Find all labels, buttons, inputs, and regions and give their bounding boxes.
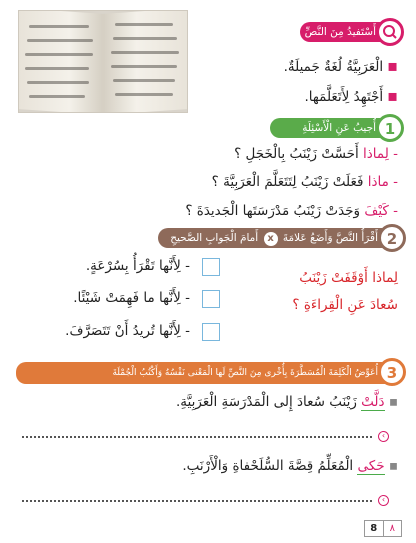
answer-line-1[interactable] <box>22 436 372 438</box>
intro-line-2: ▪أَجْتَهِدُ لِأَتَعَلَّمَها. <box>304 86 398 105</box>
arrow-icon: ‹ <box>378 431 389 442</box>
section3-header <box>16 362 402 384</box>
book-photo <box>18 10 188 113</box>
intro-header <box>300 22 400 42</box>
bullet: ▪ <box>387 86 398 105</box>
section1-number: 1 <box>376 114 404 142</box>
section1-header <box>270 118 400 138</box>
page-number-latin: 8 <box>365 521 384 536</box>
intro-line-1: ▪الْعَرَبِيَّةُ لُغَةٌ جَميلَةٌ. <box>283 56 398 75</box>
bullet: ▪ <box>384 458 398 474</box>
answer-line-2[interactable] <box>22 500 372 502</box>
answer-checkbox-3[interactable] <box>202 323 220 341</box>
question-1: - لِماذا أَحَسَّتْ زَيْنَبُ بِالْخَجَلِ ؟ <box>234 146 398 162</box>
sentence-1: ▪ دَلَّتْ زَيْنَبُ سُعادَ إِلى الْمَدْرَسَةِ الْعَرَبِيَّةِ. <box>176 394 398 410</box>
question-3: - كَيْفَ وَجَدَتْ زَيْنَبُ مَدْرَسَتَها الْجَديدَةَ ؟ <box>185 203 398 219</box>
section1-title: أُجيبُ عَنِ الْأَسْئِلَةِ <box>302 122 376 134</box>
answer-option-1: - لِأَنَّها تَقْرَأُ بِسُرْعَةٍ. <box>85 258 190 274</box>
section3-title: أُعَوِّضُ الْكَلِمَةَ الْمُسَطَّرَةَ بِأُخْرى مِنَ النَّصِّ لَها الْمَعْنى نَفْسُهُ وَأَكْتُبُ الْجُمْلَةَ <box>112 368 378 378</box>
bullet: ▪ <box>384 394 398 410</box>
answer-checkbox-2[interactable] <box>202 290 220 308</box>
search-icon <box>376 18 404 46</box>
section2-number: 2 <box>378 224 406 252</box>
intro-title: أَسْتَفيدُ مِنَ النَّصِّ <box>304 26 376 38</box>
section2-question-line-1: لِماذا أَوْقَفَتْ زَيْنَبُ <box>299 270 398 286</box>
answer-checkbox-1[interactable] <box>202 258 220 276</box>
question-2: - ماذا فَعَلَتْ زَيْنَبُ لِتَتَعَلَّمَ الْعَرَبِيَّةَ ؟ <box>211 174 398 190</box>
answer-option-3: - لِأَنَّها تُريدُ أَنْ تَتَصَرَّفَ. <box>65 323 190 339</box>
sentence-2: ▪ حَكى الْمُعَلِّمُ قِصَّةَ السُّلَحْفاةِ وَالْأَرْنَبِ. <box>182 458 398 474</box>
page-number <box>364 520 402 537</box>
page-number-arabic: ٨ <box>389 523 395 534</box>
bullet: ▪ <box>387 56 398 75</box>
x-mark-icon: x <box>264 232 278 246</box>
answer-option-2: - لِأَنَّها ما فَهِمَتْ شَيْئًا. <box>73 290 190 306</box>
section2-header: أَقْرَأُ النَّصَّ وَأَضَعُ عَلامَةَ x أَمامَ الْجَوابِ الصَّحيحِ 2 <box>158 228 402 248</box>
section2-question-line-2: سُعادَ عَنِ الْقِراءَةِ ؟ <box>292 297 398 313</box>
section3-number: 3 <box>378 358 406 386</box>
arrow-icon: ‹ <box>378 495 389 506</box>
